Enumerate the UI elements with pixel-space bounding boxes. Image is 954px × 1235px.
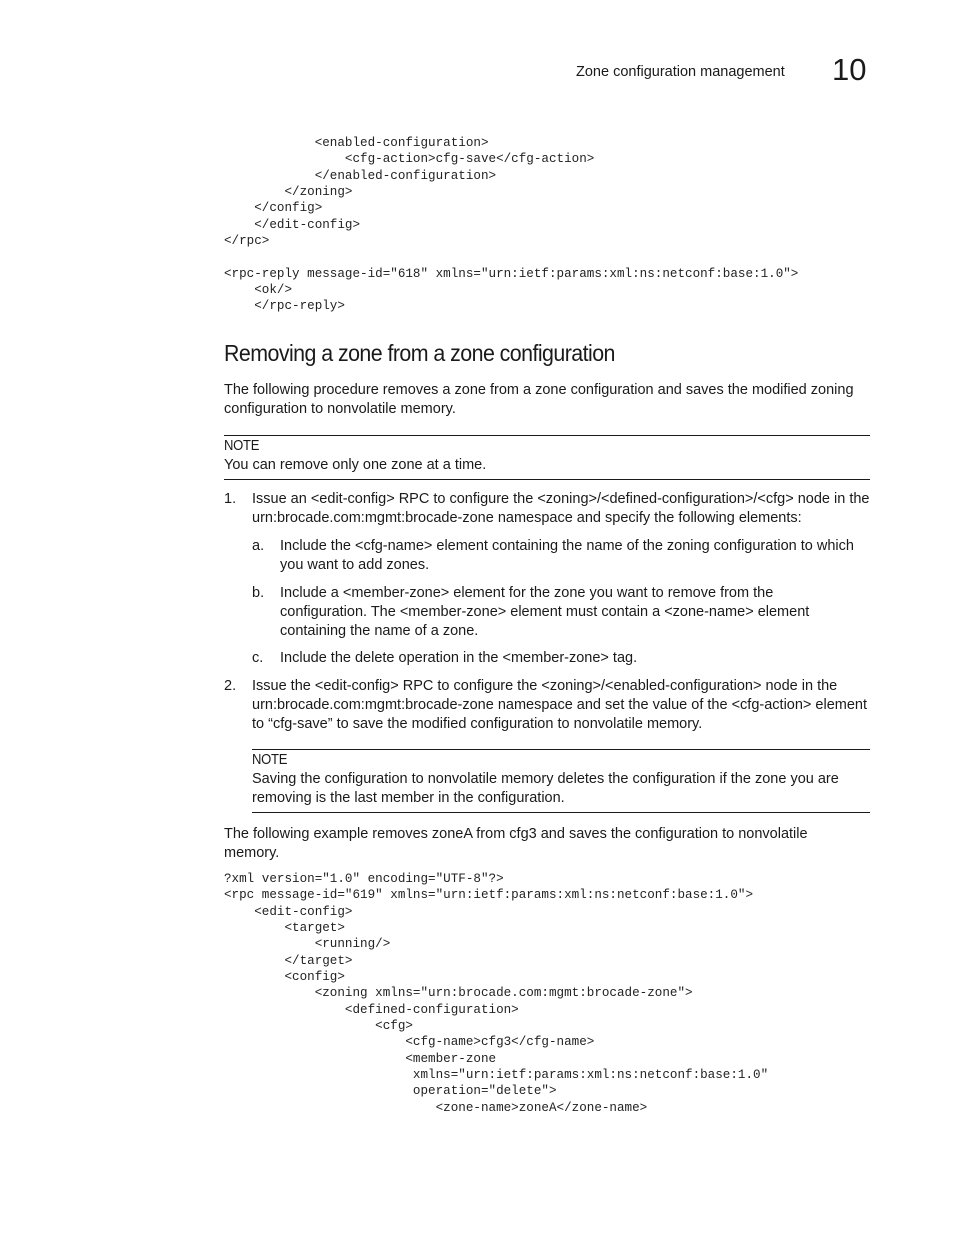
code-block-save-config: <enabled-configuration> <cfg-action>cfg-save</cfg-action> </enabled-configuration> </zoning> </config> </edit-config> </rpc> <rpc-reply message-id="618" xmlns="urn:ietf:params:xml:ns:netconf:base:1.0"> <ok/> </rpc-reply> — [224, 136, 799, 314]
step-number: 2. — [224, 678, 237, 694]
note-box — [252, 749, 870, 813]
note-label: NOTE — [224, 438, 260, 454]
step-number: 1. — [224, 491, 237, 507]
example-intro-paragraph: The following example removes zoneA from cfg3 and saves the configuration to nonvolatile memory. — [224, 826, 808, 861]
section-heading: Removing a zone from a zone configuration — [224, 340, 615, 366]
note-text: You can remove only one zone at a time. — [224, 457, 487, 473]
substep-letter: b. — [252, 585, 265, 601]
step-text: Issue an <edit-config> RPC to configure the <zoning>/<defined-configuration>/<cfg> node in the urn:brocade.com:mgmt:brocade-zone namespace and specify the following elements: — [252, 491, 870, 526]
note-label: NOTE — [252, 752, 288, 768]
substep-text: Include the delete operation in the <member-zone> tag. — [280, 650, 638, 666]
substep-letter: a. — [252, 538, 265, 554]
intro-paragraph: The following procedure removes a zone from a zone configuration and saves the modified zoning configuration to nonvolatile memory. — [224, 382, 854, 417]
substep-text: Include the <cfg-name> element containing the name of the zoning configuration to which you want to add zones. — [280, 538, 854, 573]
code-block-remove-zone-example: ?xml version="1.0" encoding="UTF-8"?> <rpc message-id="619" xmlns="urn:ietf:params:xml:ns:netconf:base:1.0"> <edit-config> <target> <running/> </target> <config> <zoning xmlns="urn:brocade.com:mgmt:brocade-zone"> <defined-configuration> <cfg> <cfg-name>cfg3</cfg-name> <member-zone xmlns="urn:ietf:params:xml:ns:netconf:base:1.0" operation="delete"> <zone-name>zoneA</zone-name> — [224, 872, 769, 1115]
note-box — [224, 435, 870, 480]
substep-text: Include a <member-zone> element for the zone you want to remove from the configuration. The <member-zone> element must contain a <zone-name> element containing the name of a zone. — [280, 585, 810, 639]
substep-letter: c. — [252, 650, 264, 666]
running-title: Zone configuration management — [576, 64, 785, 80]
chapter-number: 10 — [832, 52, 867, 87]
note-text: Saving the configuration to nonvolatile memory deletes the configuration if the zone you are removing is the last member in the configuration. — [252, 771, 839, 806]
step-text: Issue the <edit-config> RPC to configure the <zoning>/<enabled-configuration> node in the urn:brocade.com:mgmt:brocade-zone namespace and set the value of the <cfg-action> element to “cfg-save” to save the modified configuration to nonvolatile memory. — [252, 678, 867, 732]
